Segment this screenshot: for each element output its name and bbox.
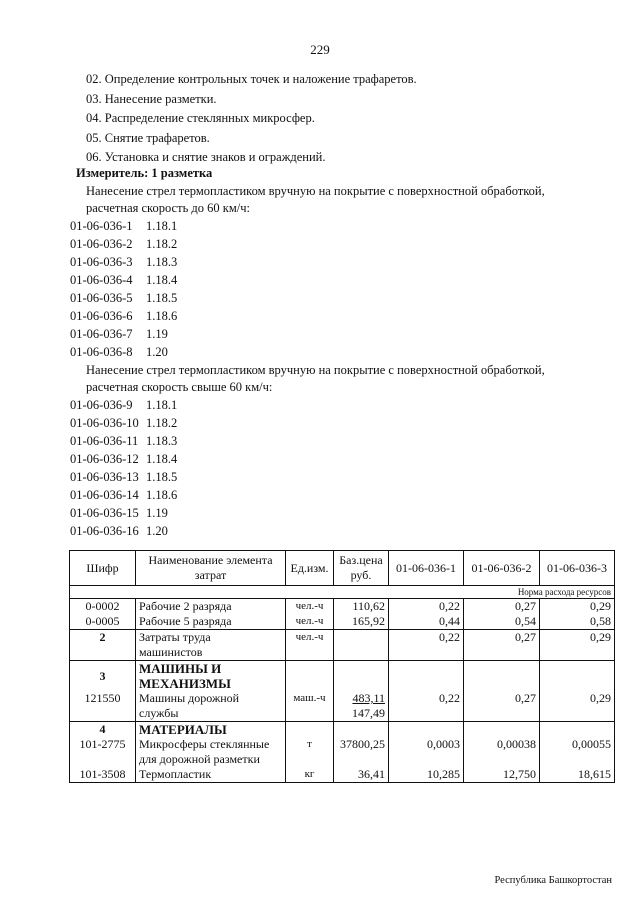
code-row <box>70 522 177 540</box>
group2-description <box>86 362 545 396</box>
group1-description <box>86 183 545 217</box>
cell-value: 0,22 <box>389 599 464 615</box>
step-item: 02. Определение контрольных точек и наложение трафаретов. <box>86 72 417 86</box>
header-name: Наименование элемента затрат <box>136 551 286 586</box>
cell-name: МАШИНЫ И МЕХАНИЗМЫ <box>136 661 286 692</box>
table-row <box>70 599 615 615</box>
code: 01-06-036-2 <box>70 237 133 251</box>
cell-name: Микросферы стеклянные для дорожной разметки <box>136 737 286 767</box>
group1-code-list <box>70 217 177 361</box>
table-header-row <box>70 551 615 586</box>
cell-unit: т <box>286 737 334 767</box>
code-row <box>70 414 177 432</box>
cell-code: 0-0005 <box>70 614 136 630</box>
code-row <box>70 271 177 289</box>
cell-value: 0,27 <box>464 599 540 615</box>
code-ref: 1.18.1 <box>146 219 178 233</box>
cell-name: Рабочие 2 разряда <box>136 599 286 615</box>
code-row <box>70 325 177 343</box>
code-ref: 1.18.5 <box>146 470 178 484</box>
norma-row <box>70 586 615 599</box>
cell-code: 101-3508 <box>70 767 136 783</box>
cell-value: 0,58 <box>540 614 615 630</box>
description-line: Нанесение стрел термопластиком вручную на покрытие с поверхностной обработкой, <box>86 363 545 377</box>
header-price: Баз.цена руб. <box>334 551 389 586</box>
cell-value: 0,22 <box>389 630 464 661</box>
cell-value: 0,29 <box>540 630 615 661</box>
code-ref: 1.18.3 <box>146 434 178 448</box>
header-col2: 01-06-036-2 <box>464 551 540 586</box>
cell-price: 165,92 <box>334 614 389 630</box>
table-row <box>70 614 615 630</box>
cell-name: Затраты труда машинистов <box>136 630 286 661</box>
header-col1: 01-06-036-1 <box>389 551 464 586</box>
step-item: 05. Снятие трафаретов. <box>86 130 210 145</box>
code-ref: 1.19 <box>146 327 168 341</box>
cell-price <box>334 630 389 661</box>
code-row <box>70 486 177 504</box>
code-row <box>70 343 177 361</box>
code: 01-06-036-1 <box>70 219 133 233</box>
cell-value: 0,27 <box>464 630 540 661</box>
code-row <box>70 235 177 253</box>
step-item: 04. Распределение стеклянных микросфер. <box>86 111 315 125</box>
code-row <box>70 504 177 522</box>
code-ref: 1.18.6 <box>146 309 178 323</box>
code-ref: 1.18.5 <box>146 291 178 305</box>
code-row <box>70 217 177 235</box>
cell-unit: маш.-ч <box>286 691 334 722</box>
norma-label: Норма расхода ресурсов <box>70 586 615 599</box>
cell-unit: чел.-ч <box>286 614 334 630</box>
resource-table <box>69 550 615 783</box>
code: 01-06-036-9 <box>70 398 133 412</box>
cell-value: 0,00038 <box>464 737 540 767</box>
table-row <box>70 630 615 661</box>
code: 01-06-036-5 <box>70 291 133 305</box>
header-unit: Ед.изм. <box>286 551 334 586</box>
cell-name: МАТЕРИАЛЫ <box>136 722 286 738</box>
code-row <box>70 307 177 325</box>
cell-code: 101-2775 <box>70 737 136 767</box>
cell-value: 0,29 <box>540 599 615 615</box>
cell-name: Термопластик <box>136 767 286 783</box>
code-row <box>70 253 177 271</box>
code: 01-06-036-15 <box>70 506 139 520</box>
code: 01-06-036-10 <box>70 416 139 430</box>
description-line: расчетная скорость свыше 60 км/ч: <box>86 380 273 394</box>
cell-code: 0-0002 <box>70 599 136 615</box>
step-item: 06. Установка и снятие знаков и ограждений. <box>86 150 326 164</box>
page-footer: Республика Башкортостан <box>494 875 612 886</box>
cell-value: 0,0003 <box>389 737 464 767</box>
description-line: расчетная скорость до 60 км/ч: <box>86 201 250 215</box>
code-row <box>70 468 177 486</box>
code-ref: 1.19 <box>146 506 168 520</box>
code: 01-06-036-14 <box>70 488 139 502</box>
step-item: 03. Нанесение разметки. <box>86 91 217 106</box>
cell-code: 121550 <box>70 691 136 722</box>
description-line: Нанесение стрел термопластиком вручную на покрытие с поверхностной обработкой, <box>86 184 545 198</box>
meter-heading: Измеритель: 1 разметка <box>76 166 213 180</box>
code-row <box>70 289 177 307</box>
cell-code: 2 <box>70 630 136 661</box>
code: 01-06-036-8 <box>70 345 133 359</box>
cell-unit: чел.-ч <box>286 599 334 615</box>
cell-value: 18,615 <box>540 767 615 783</box>
table-row <box>70 691 615 722</box>
cell-value: 0,22 <box>389 691 464 722</box>
cell-name: Машины дорожной службы <box>136 691 286 722</box>
header-code: Шифр <box>70 551 136 586</box>
cell-price: 483,11 147,49 <box>334 691 389 722</box>
cell-code: 4 <box>70 722 136 738</box>
code: 01-06-036-13 <box>70 470 139 484</box>
cell-unit: чел.-ч <box>286 630 334 661</box>
code-ref: 1.20 <box>146 524 168 538</box>
code: 01-06-036-7 <box>70 327 133 341</box>
table-row <box>70 737 615 767</box>
page-number: 229 <box>310 42 330 57</box>
cell-value: 0,29 <box>540 691 615 722</box>
table-row <box>70 767 615 783</box>
cell-value: 10,285 <box>389 767 464 783</box>
code-ref: 1.18.4 <box>146 273 178 287</box>
code-ref: 1.18.2 <box>146 237 178 251</box>
table-row <box>70 722 615 738</box>
cell-price: 36,41 <box>334 767 389 783</box>
header-col3: 01-06-036-3 <box>540 551 615 586</box>
code-ref: 1.18.1 <box>146 398 178 412</box>
code: 01-06-036-4 <box>70 273 133 287</box>
work-steps <box>86 70 417 168</box>
code: 01-06-036-3 <box>70 255 133 269</box>
code: 01-06-036-6 <box>70 309 133 323</box>
cell-price: 110,62 <box>334 599 389 615</box>
code: 01-06-036-12 <box>70 452 139 466</box>
code-ref: 1.20 <box>146 345 168 359</box>
cell-price: 37800,25 <box>334 737 389 767</box>
code-row <box>70 396 177 414</box>
code-ref: 1.18.2 <box>146 416 178 430</box>
cell-value: 0,00055 <box>540 737 615 767</box>
cell-name: Рабочие 5 разряда <box>136 614 286 630</box>
cell-code: 3 <box>70 661 136 692</box>
code: 01-06-036-11 <box>70 434 139 448</box>
code-row <box>70 450 177 468</box>
cell-value: 0,27 <box>464 691 540 722</box>
cell-value: 0,44 <box>389 614 464 630</box>
code-ref: 1.18.3 <box>146 255 178 269</box>
group2-code-list <box>70 396 177 540</box>
code-ref: 1.18.6 <box>146 488 178 502</box>
table-row <box>70 661 615 692</box>
cell-value: 0,54 <box>464 614 540 630</box>
code-row <box>70 432 177 450</box>
code: 01-06-036-16 <box>70 524 139 538</box>
cell-unit: кг <box>286 767 334 783</box>
cell-value: 12,750 <box>464 767 540 783</box>
code-ref: 1.18.4 <box>146 452 178 466</box>
